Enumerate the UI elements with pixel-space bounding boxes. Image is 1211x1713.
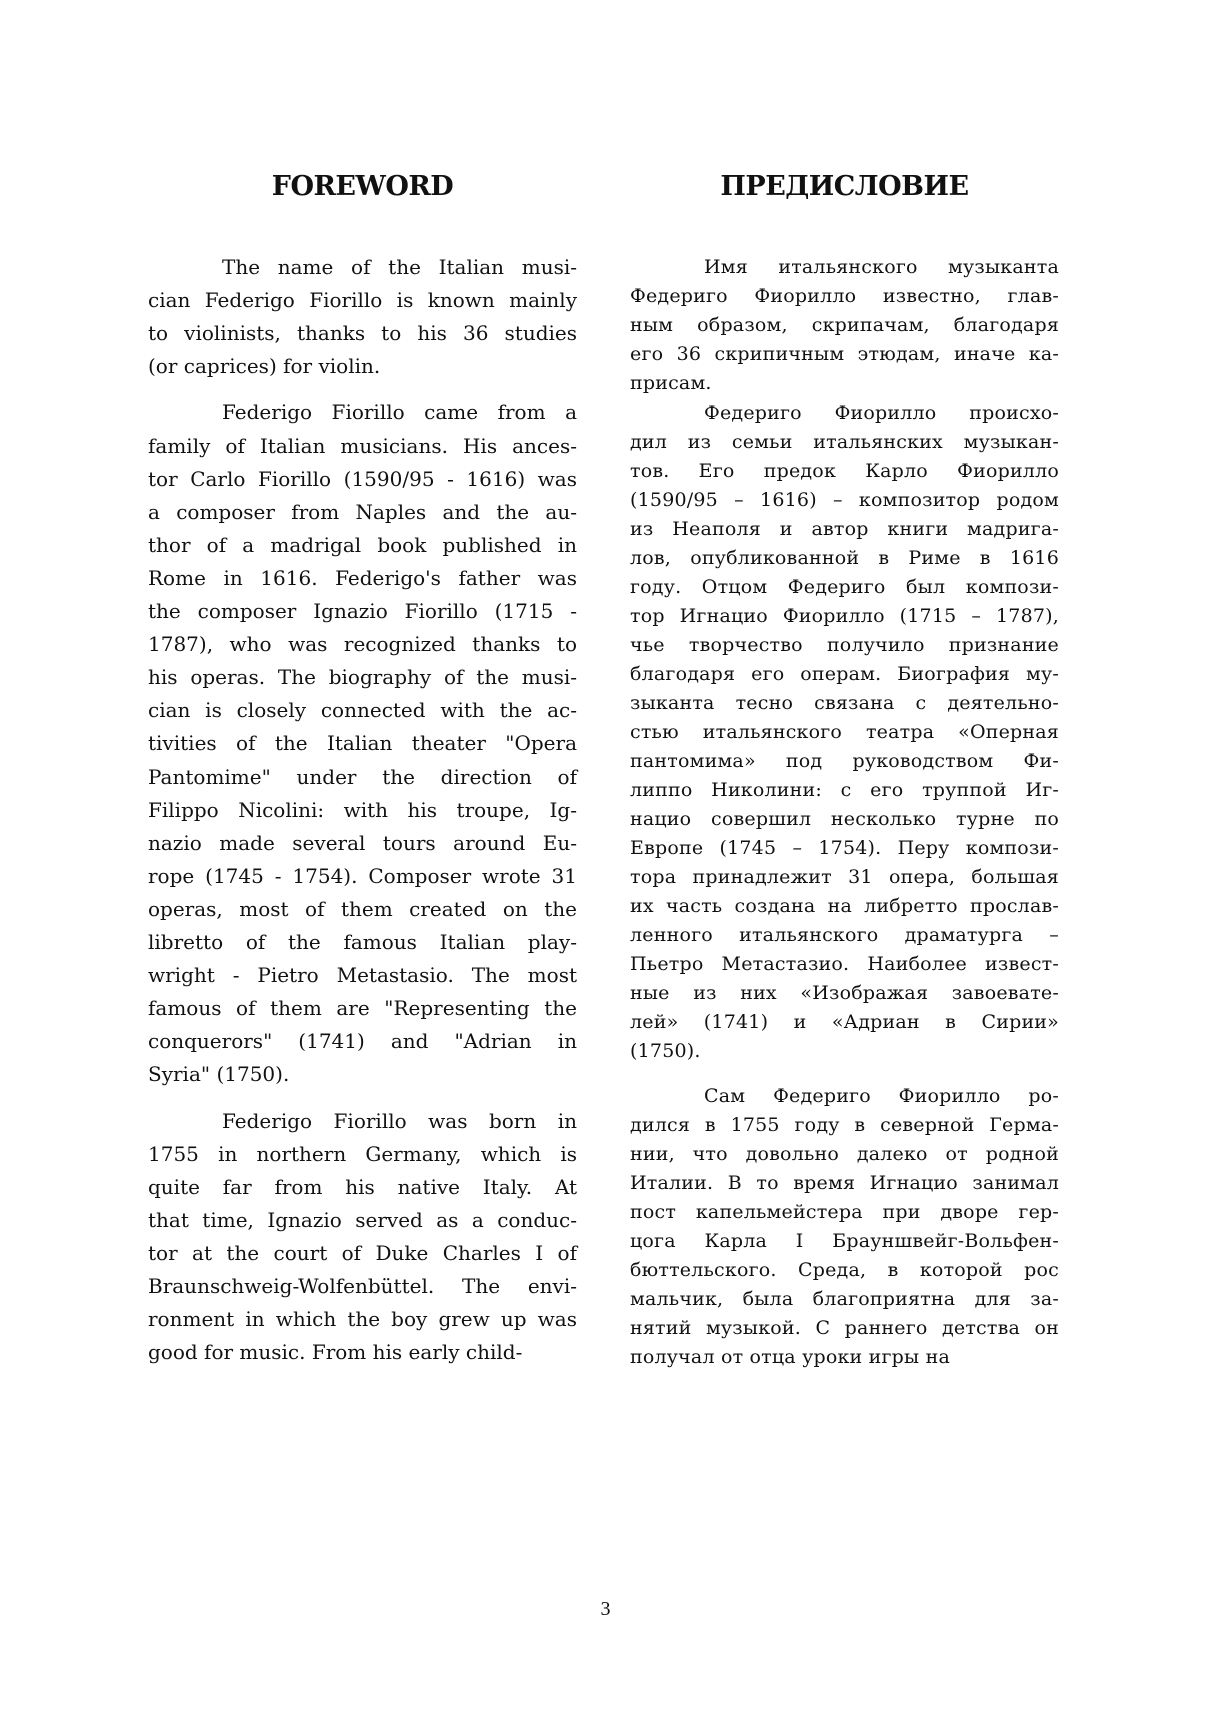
text-line: нацио совершил несколько турне по — [630, 808, 1059, 830]
text-line: libretto of the famous Italian play- — [148, 930, 577, 954]
text-line: cian Federigo Fiorillo is known mainly — [148, 288, 577, 313]
text-line: мальчик, была благоприятна для за- — [630, 1288, 1059, 1310]
text-line: тора принадлежит 31 опера, большая — [630, 866, 1059, 888]
text-line: присам. — [630, 372, 712, 394]
text-line: Federigo Fiorillo came from a — [222, 400, 577, 425]
russian-heading: ПРЕДИСЛОВИЕ — [720, 171, 969, 202]
text-line: Пьетро Метастазио. Наиболее извест- — [630, 953, 1059, 975]
text-line: cian is closely connected with the ac- — [148, 698, 577, 723]
text-line: из Неаполя и автор книги мадрига- — [630, 518, 1059, 540]
text-line: стью итальянского театра «Оперная — [630, 721, 1059, 743]
text-line: лей» (1741) и «Адриан в Сирии» — [630, 1011, 1059, 1033]
text-line: quite far from his native Italy. At — [148, 1174, 577, 1199]
text-line: ные из них «Изображая завоевате- — [630, 982, 1059, 1004]
english-heading: FOREWORD — [271, 171, 454, 202]
text-line: липпо Николини: с его труппой Иг- — [630, 779, 1059, 801]
text-line: The name of the Italian musi- — [222, 255, 577, 279]
text-line: тов. Его предок Карло Фиорилло — [630, 460, 1059, 482]
text-line: благодаря его операм. Биография му- — [630, 663, 1059, 685]
text-line: зыканта тесно связана с деятельно- — [630, 692, 1059, 714]
text-line: conquerors" (1741) and "Adrian in — [148, 1029, 577, 1054]
text-line: Rome in 1616. Federigo's father was — [148, 565, 577, 590]
text-line: Европе (1745 – 1754). Перу компози- — [630, 837, 1059, 859]
text-line: бюттельского. Среда, в которой рос — [630, 1259, 1059, 1281]
text-line: tor Carlo Fiorillo (1590/95 - 1616) was — [148, 466, 577, 491]
text-line: лов, опубликованной в Риме в 1616 — [630, 547, 1059, 569]
text-line: ronment in which the boy grew up was — [148, 1307, 577, 1332]
text-line: tivities of the Italian theater "Opera — [148, 731, 577, 756]
text-line: 1755 in northern Germany, which is — [148, 1141, 577, 1166]
text-line: пантомима» под руководством Фи- — [630, 750, 1059, 772]
text-line: Федериго Фиорилло известно, глав- — [630, 285, 1059, 307]
text-line: famous of them are "Representing the — [148, 996, 577, 1021]
text-line: (1590/95 – 1616) – композитор родом — [630, 489, 1059, 511]
text-line: получал от отца уроки игры на — [630, 1346, 950, 1368]
text-line: 1787), who was recognized thanks to — [148, 632, 577, 657]
text-line: thor of a madrigal book published in — [148, 532, 577, 557]
text-line: Сам Федериго Фиорилло ро- — [704, 1085, 1059, 1107]
text-line: Syria" (1750). — [148, 1062, 290, 1087]
text-line: operas, most of them created on the — [148, 896, 577, 921]
text-line: Pantomime" under the direction of — [148, 764, 577, 789]
text-line: that time, Ignazio served as a conduc- — [148, 1207, 577, 1232]
text-line: his operas. The biography of the musi- — [148, 665, 577, 690]
text-line: (1750). — [630, 1040, 701, 1062]
text-line: ленного итальянского драматурга – — [630, 924, 1059, 946]
text-line: wright - Pietro Metastasio. The most — [148, 963, 577, 988]
text-line: году. Отцом Федериго был компози- — [630, 576, 1059, 598]
text-line: family of Italian musicians. His ances- — [148, 433, 577, 458]
text-line: Braunschweig-Wolfenbüttel. The envi- — [148, 1274, 577, 1298]
text-line: rope (1745 - 1754). Composer wrote 31 — [148, 863, 577, 888]
page-number: 3 — [600, 1598, 611, 1620]
text-line: чье творчество получило признание — [630, 634, 1059, 656]
text-line: дил из семьи итальянских музыкан- — [630, 431, 1059, 453]
text-line: тор Игнацио Фиорилло (1715 – 1787), — [630, 605, 1059, 627]
text-line: дился в 1755 году в северной Герма- — [630, 1114, 1059, 1136]
text-line: (or caprices) for violin. — [148, 354, 381, 379]
text-line: a composer from Naples and the au- — [148, 499, 577, 524]
text-line: the composer Ignazio Fiorillo (1715 - — [148, 599, 577, 623]
text-line: Федериго Фиорилло происхо- — [704, 402, 1059, 424]
text-line: good for music. From his early child- — [148, 1340, 523, 1365]
text-line: пост капельмейстера при дворе гер- — [630, 1201, 1059, 1223]
text-line: to violinists, thanks to his 36 studies — [148, 321, 577, 346]
text-line: nazio made several tours around Eu- — [148, 830, 577, 855]
text-line: нии, что довольно далеко от родной — [630, 1143, 1059, 1165]
text-line: tor at the court of Duke Charles I of — [148, 1240, 577, 1265]
text-line: Италии. В то время Игнацио занимал — [630, 1172, 1059, 1194]
text-line: цога Карла I Брауншвейг-Вольфен- — [630, 1230, 1059, 1252]
text-line: их часть создана на либретто прослав- — [630, 895, 1059, 917]
text-line: Federigo Fiorillo was born in — [222, 1108, 577, 1133]
text-line: Имя итальянского музыканта — [704, 256, 1059, 278]
text-line: нятий музыкой. С раннего детства он — [630, 1317, 1059, 1339]
text-line: Filippo Nicolini: with his troupe, Ig- — [148, 797, 577, 822]
text-line: его 36 скрипичным этюдам, иначе ка- — [630, 343, 1059, 365]
text-line: ным образом, скрипачам, благодаря — [630, 314, 1059, 336]
